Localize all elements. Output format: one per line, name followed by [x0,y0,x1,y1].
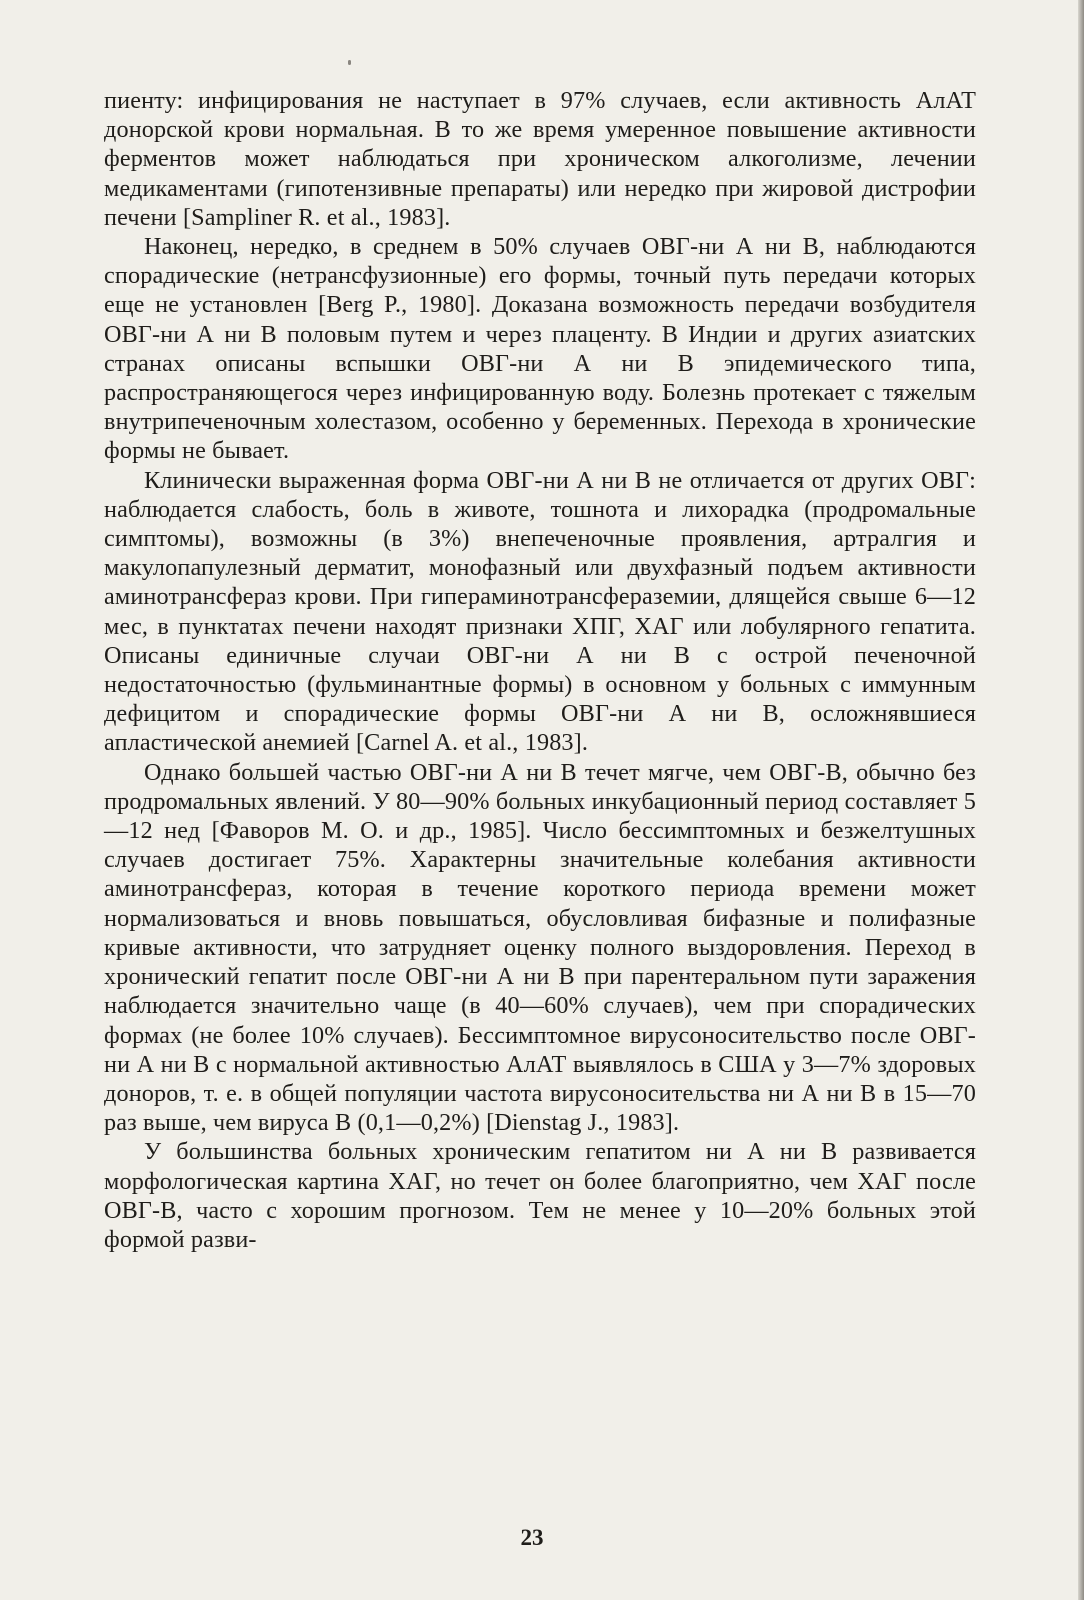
paragraph: пиенту: инфицирования не наступает в 97% случаев, если активность АлАТ донорской крови нормальная. В то же время умеренное повышение активности ферментов может наблюдаться при хроническом алкоголизме, лечении медикаментами (гипотензивные препараты) или нередко при жировой дистрофии печени [Sampliner R. et al., 1983]. [104,87,976,231]
page-number: 23 [520,1525,544,1550]
page-edge [1078,0,1084,1600]
paragraph: У большинства больных хроническим гепатитом ни А ни В развивается морфологическая картина ХАГ, но течет он более благоприятно, чем ХАГ после ОВГ-В, часто с хорошим прогнозом. Тем не менее у 10—20% больных этой формой разви- [104,1138,976,1253]
print-speck [348,60,351,65]
body-text [104,86,976,1254]
paragraph: Однако большей частью ОВГ-ни А ни В течет мягче, чем ОВГ-В, обычно без продромальных явлений. У 80—90% больных инкубационный период составляет 5—12 нед [Фаворов М. О. и др., 1985]. Число бессимптомных и безжелтушных случаев достигает 75%. Характерны значительные колебания активности аминотрансфераз, которая в течение короткого периода времени может нормализоваться и вновь повышаться, обусловливая бифазные и полифазные кривые активности, что затрудняет оценку полного выздоровления. Переход в хронический гепатит после ОВГ-ни А ни В при парентеральном пути заражения наблюдается значительно чаще (в 40—60% случаев), чем при спорадических формах (не более 10% случаев). Бессимптомное вирусоносительство после ОВГ-ни А ни В с нормальной активностью АлАТ выявлялось в США у 3—7% здоровых доноров, т. е. в общей популяции частота вирусоносительства ни А ни В в 15—70 раз выше, чем вируса В (0,1—0,2%) [Dienstag J., 1983]. [104,758,976,1137]
paragraph: Клинически выраженная форма ОВГ-ни А ни В не отличается от других ОВГ: наблюдается слабость, боль в животе, тошнота и лихорадка (продромальные симптомы), возможны (в 3%) внепеченочные проявления, артралгия и макулопапулезный дерматит, монофазный или двухфазный подъем активности аминотрансфераз крови. При гипераминотрансфераземии, длящейся свыше 6—12 мес, в пунктатах печени находят признаки ХПГ, ХАГ или лобулярного гепатита. Описаны единичные случаи ОВГ-ни А ни В с острой печеночной недостаточностью (фульминантные формы) в основном у больных с иммунным дефицитом и спорадические формы ОВГ-ни А ни В, осложнявшиеся апластической анемией [Carnel A. et al., 1983]. [104,466,976,757]
paragraph: Наконец, нередко, в среднем в 50% случаев ОВГ-ни А ни В, наблюдаются спорадические (нетрансфузионные) его формы, точный путь передачи которых еще не установлен [Berg P., 1980]. Доказана возможность передачи возбудителя ОВГ-ни А ни В половым путем и через плаценту. В Индии и других азиатских странах описаны вспышки ОВГ-ни А ни В эпидемического типа, распространяющегося через инфицированную воду. Болезнь протекает с тяжелым внутрипеченочным холестазом, особенно у беременных. Перехода в хронические формы не бывает. [104,233,976,465]
